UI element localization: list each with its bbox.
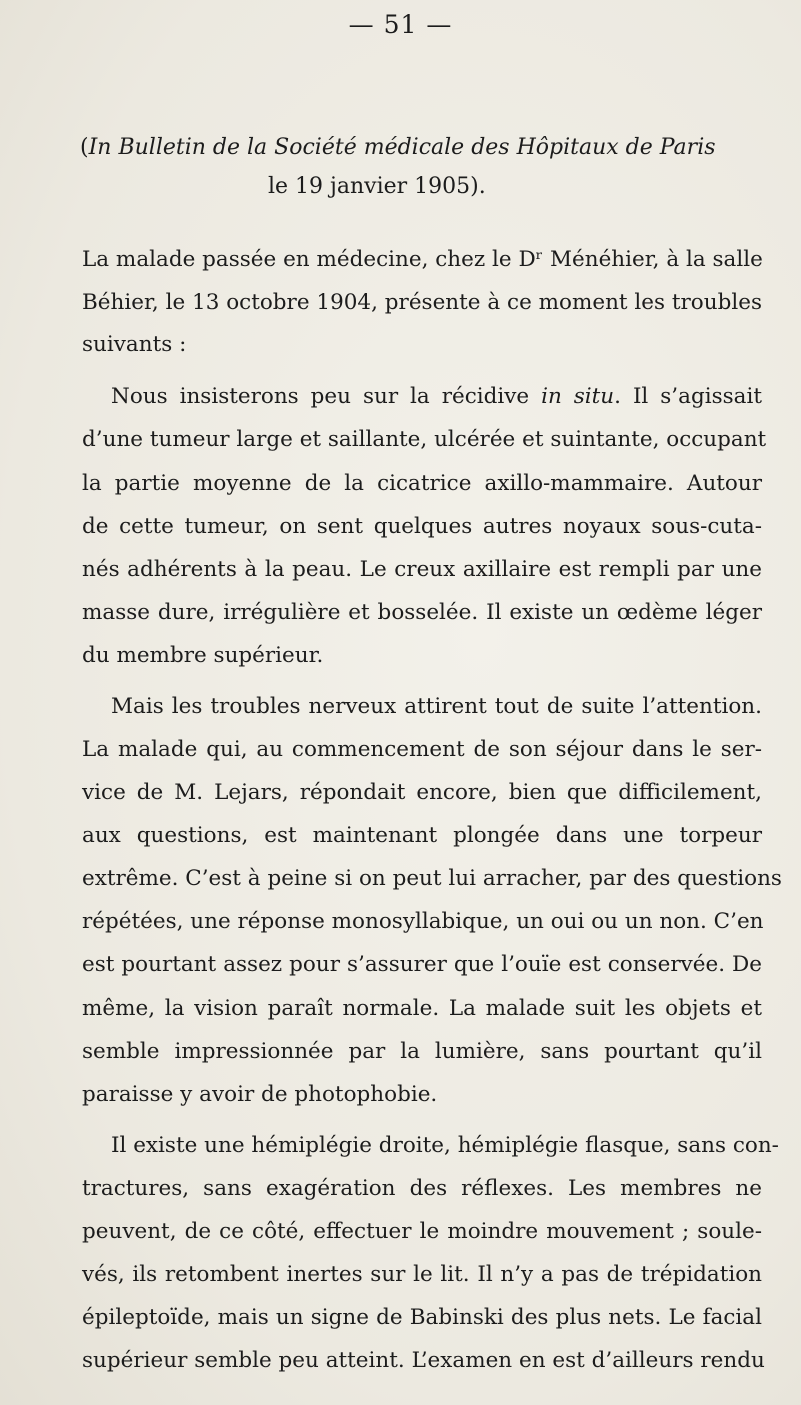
text-line: aux questions, est maintenant plongée dans une torpeur [82,823,762,848]
text-line: épileptoïde, mais un signe de Babinski des plus nets. Le facial [82,1305,762,1330]
text-line: répétées, une réponse monosyllabique, un oui ou un non. C’en [82,909,764,934]
text-line: vés, ils retombent inertes sur le lit. Il n’y a pas de trépidation [82,1262,762,1287]
citation-open-paren: ( [80,135,89,160]
text-line: Il existe une hémiplégie droite, hémiplégie flasque, sans con- [111,1133,779,1158]
text-line: La malade qui, au commencement de son séjour dans le ser- [82,737,762,762]
text-line: d’une tumeur large et saillante, ulcérée et suintante, occupant [82,427,767,452]
text-line: est pourtant assez pour s’assurer que l’ouïe est conservée. De [82,952,762,977]
text-line: Béhier, le 13 octobre 1904, présente à ce moment les troubles [82,290,762,315]
text-line: peuvent, de ce côté, effectuer le moindre mouvement ; soule- [82,1219,762,1244]
text-line: de cette tumeur, on sent quelques autres noyaux sous-cuta- [82,514,762,539]
text-line: masse dure, irrégulière et bosselée. Il existe un œdème léger [82,600,762,625]
text-line: semble impressionnée par la lumière, sans pourtant qu’il [82,1039,762,1064]
italic-phrase: in situ [541,384,615,409]
citation-date: le 19 janvier 1905). [268,174,486,199]
text-line: extrême. C’est à peine si on peut lui arracher, par des questions [82,866,782,891]
text-line: suivants : [82,332,187,357]
text-line: paraisse y avoir de photophobie. [82,1082,438,1107]
text-line: supérieur semble peu atteint. L’examen en est d’ailleurs rendu [82,1348,765,1373]
text-line: tractures, sans exagération des réflexes. Les membres ne [82,1176,762,1201]
text-line: même, la vision paraît normale. La malade suit les objets et [82,996,762,1021]
page-number: — 51 — [348,10,453,39]
text-line: La malade passée en médecine, chez le Dʳ Ménéhier, à la salle [82,247,763,272]
text-line: nés adhérents à la peau. Le creux axillaire est rempli par une [82,557,762,582]
text-line: Nous insisterons peu sur la récidive in situ. Il s’agissait [111,384,762,409]
text-line: du membre supérieur. [82,643,324,668]
citation-title: In Bulletin de la Société médicale des Hôpitaux de Paris [88,135,716,160]
text-line: Mais les troubles nerveux attirent tout de suite l’attention. [111,694,762,719]
text-line: la partie moyenne de la cicatrice axillo-mammaire. Autour [82,471,762,496]
text-line: vice de M. Lejars, répondait encore, bien que difficilement, [82,780,762,805]
